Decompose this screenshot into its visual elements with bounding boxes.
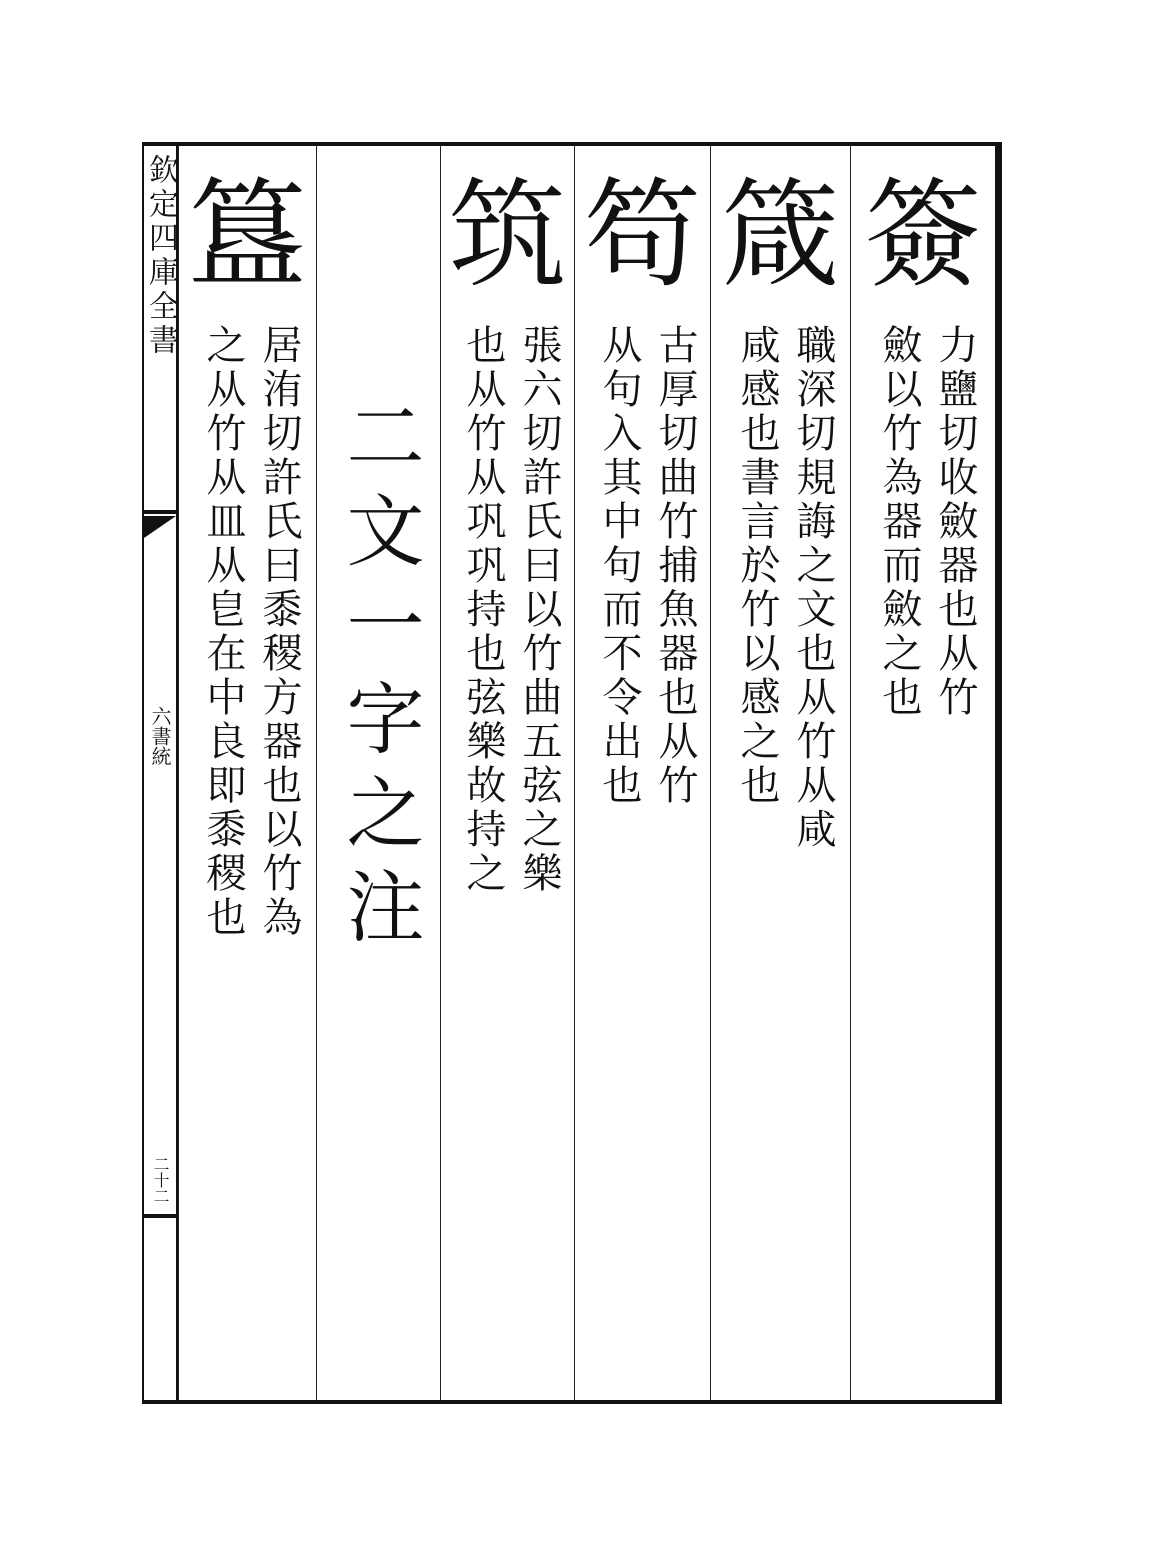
page-gutter xyxy=(144,146,178,1400)
section-title: 六書統 xyxy=(148,706,172,766)
center-note-text: 二文一字之注 xyxy=(333,396,424,960)
entry-line: 力鹽切收斂器也从竹 xyxy=(932,324,978,720)
entry-column-4 xyxy=(440,146,574,1400)
entry-line: 斂以竹為器而斂之也 xyxy=(876,324,922,720)
entry-line: 之从竹从皿从皀在中良即黍稷也 xyxy=(200,324,246,940)
book-title: 欽定四庫全書 xyxy=(143,154,178,358)
page-frame xyxy=(142,142,1002,1404)
seal-character: 筑 xyxy=(448,166,567,304)
entry-line: 古厚切曲竹捕魚器也从竹 xyxy=(652,324,698,808)
entry-text xyxy=(863,324,983,1384)
entry-line: 咸感也書言於竹以感之也 xyxy=(734,324,780,808)
entry-line: 也从竹从巩巩持也弦樂故持之 xyxy=(460,324,506,896)
fishtail-bar xyxy=(144,510,176,514)
entry-text xyxy=(721,324,841,1384)
page-number: 二十二 xyxy=(151,1156,170,1204)
entry-text xyxy=(583,324,703,1384)
center-note xyxy=(317,396,440,1196)
entry-line: 職深切規誨之文也从竹从咸 xyxy=(790,324,836,852)
seal-character: 笱 xyxy=(583,166,702,304)
seal-character: 簋 xyxy=(188,166,307,304)
entry-line: 張六切許氏曰以竹曲五弦之樂 xyxy=(516,324,562,896)
entry-column-2 xyxy=(710,146,850,1400)
entry-line: 从句入其中句而不令出也 xyxy=(596,324,642,808)
entry-column-1 xyxy=(850,146,995,1400)
page-number-bar xyxy=(144,1214,176,1218)
entry-text xyxy=(187,324,307,1384)
fishtail-mark xyxy=(144,516,176,538)
seal-character: 箴 xyxy=(721,166,840,304)
entry-line: 居洧切許氏曰黍稷方器也以竹為 xyxy=(256,324,302,940)
entry-text xyxy=(447,324,567,1384)
entry-column-3 xyxy=(574,146,710,1400)
note-column xyxy=(316,146,440,1400)
seal-character: 簽 xyxy=(863,166,982,304)
entry-column-5 xyxy=(178,146,316,1400)
